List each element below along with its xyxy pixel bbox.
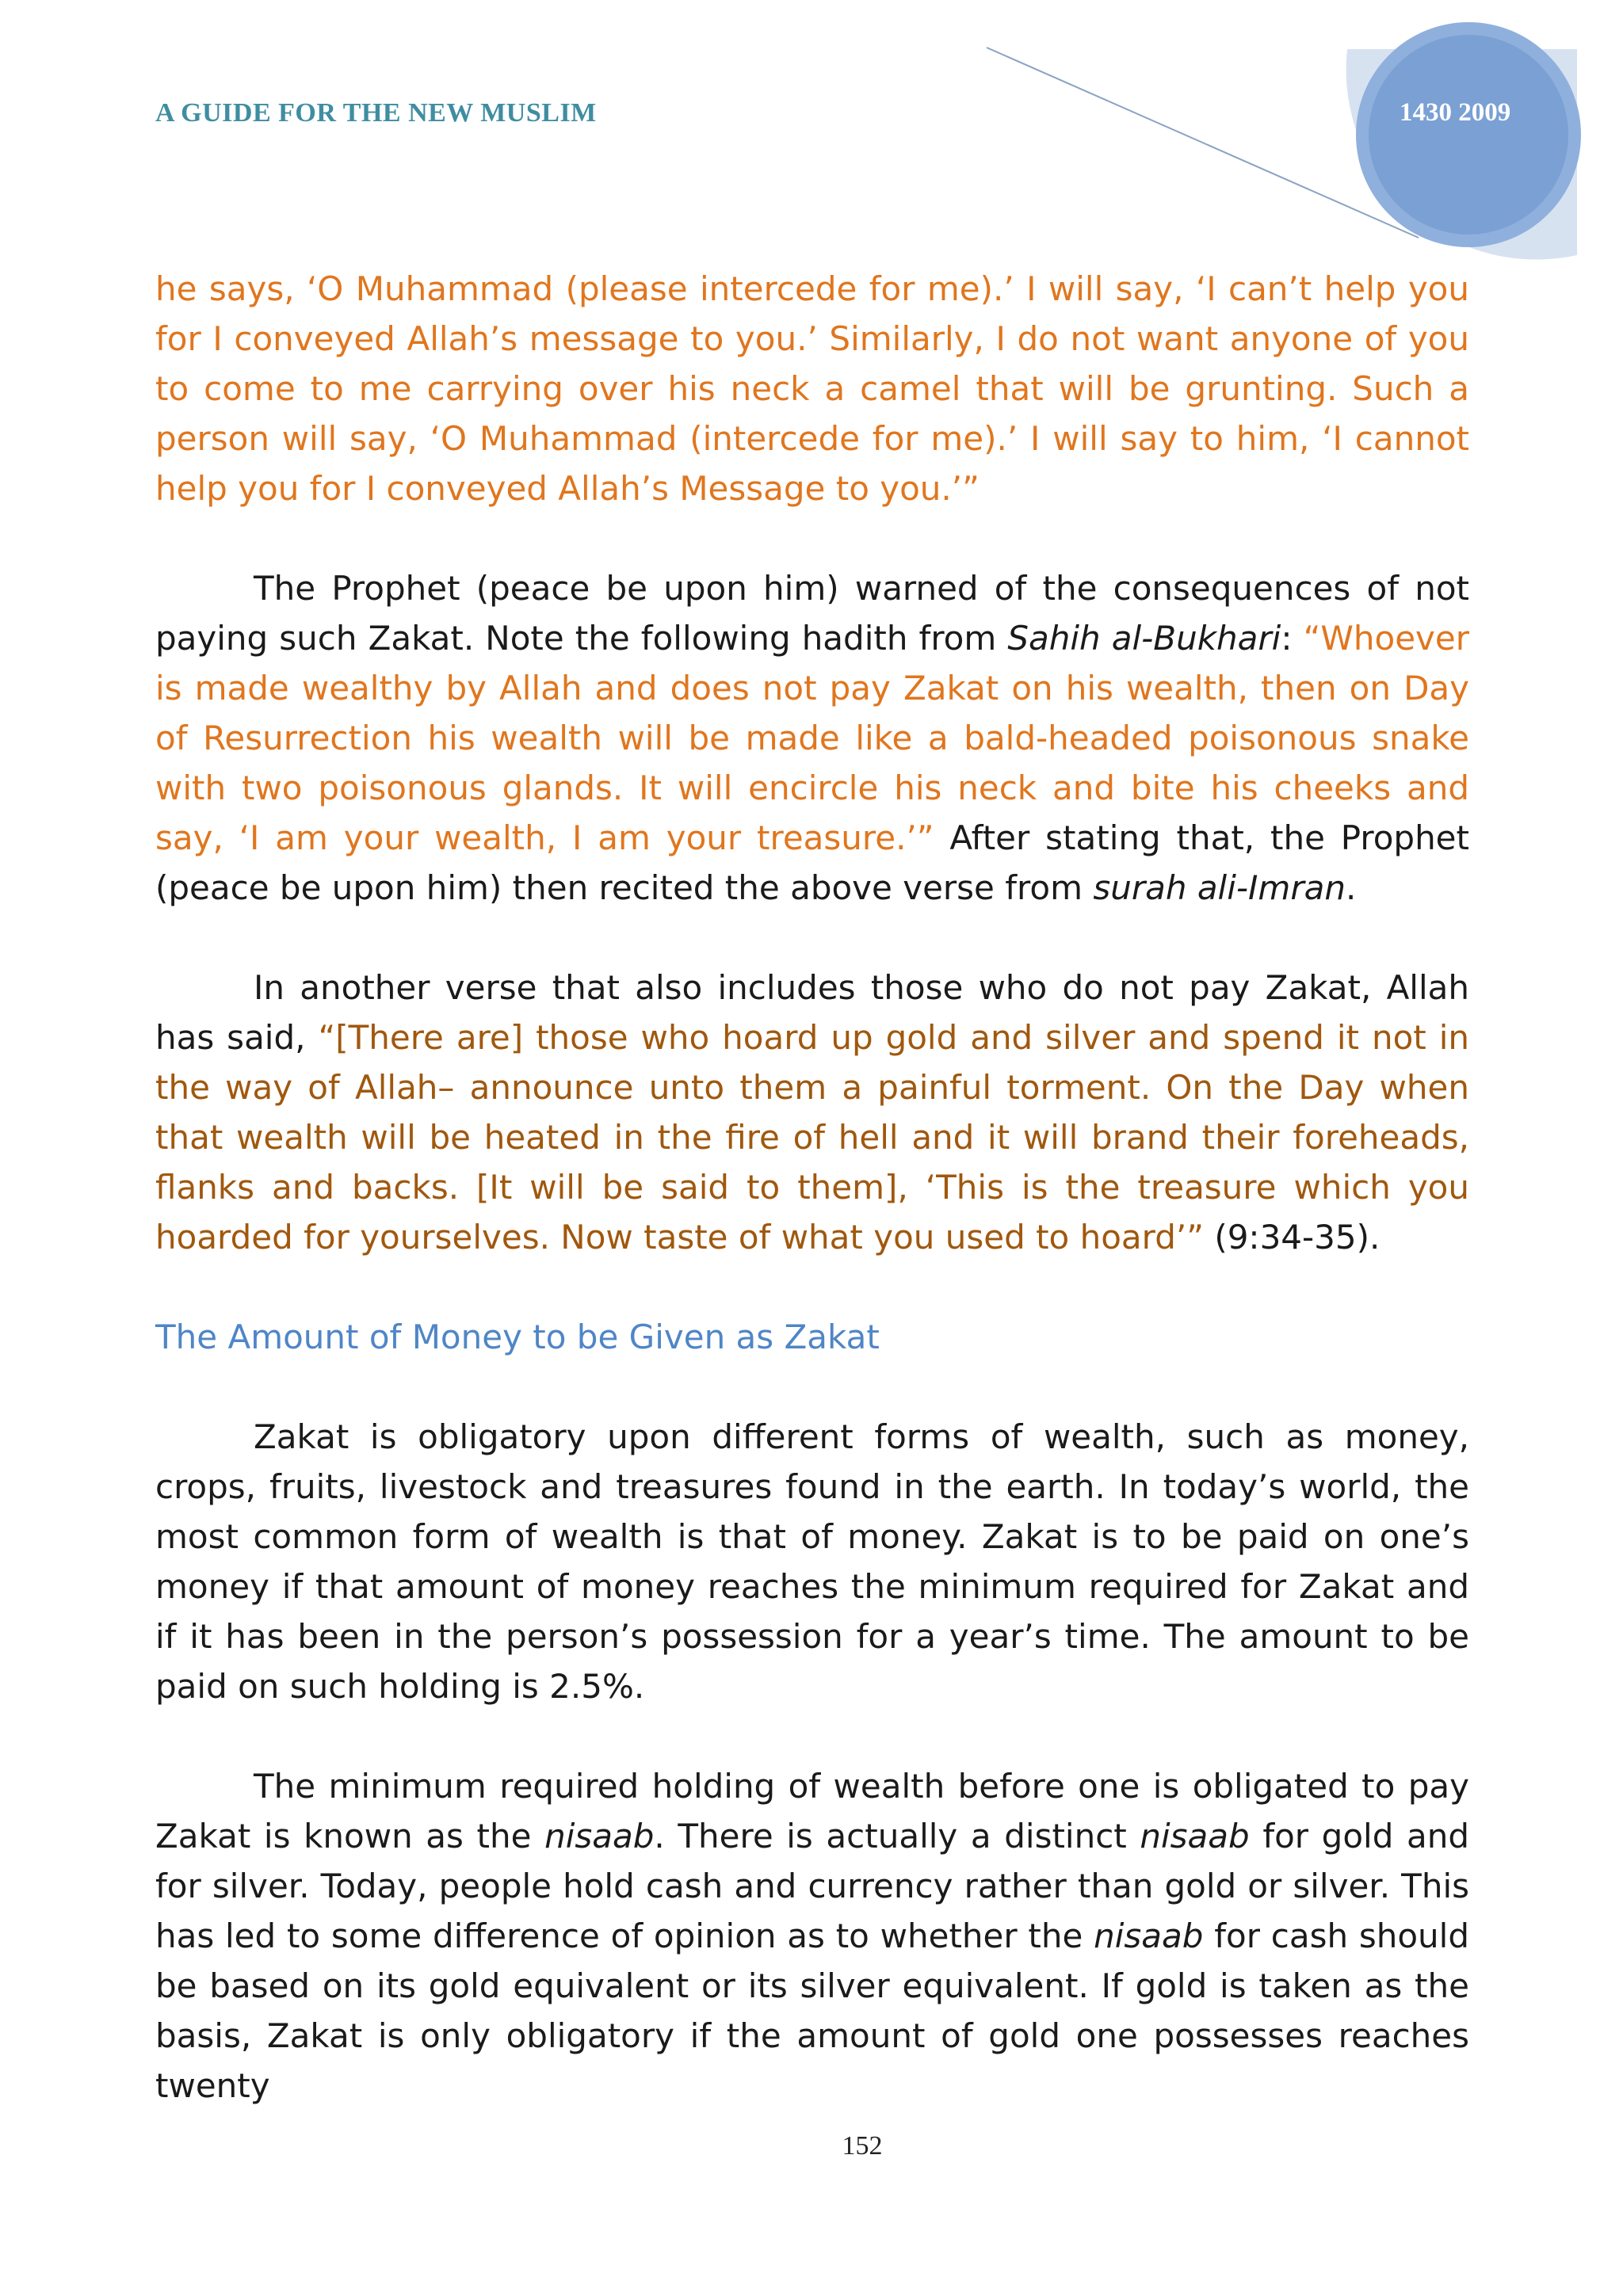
term-nisaab: nisaab — [1140, 1817, 1250, 1855]
paragraph-zakat-amount: Zakat is obligatory upon different forms of wealth, such as money, crops, fruits, livestock and treasures found in the earth. In today’s world, the most common form of wealth is that of money. Zakat is to be paid on one’s money if that amount of money reaches the minimum required for Zakat and if it has been in the person’s possession for a year’s time. The amount to be paid on such holding is 2.5%. — [155, 1417, 1469, 1706]
section-heading: The Amount of Money to be Given as Zakat — [155, 1318, 880, 1356]
paragraph-text: The Prophet (peace be upon him) warned of the consequences of not paying such Zakat. Note the following hadith from — [155, 569, 1469, 658]
paragraph-text: . — [1345, 868, 1357, 907]
hadith-quote: “Whoever is made wealthy by Allah and does not pay Zakat on his wealth, then on Day of Resurrection his wealth will be made like a bald-headed poisonous snake with two poisonous glands. It will encircle his neck and bite his cheeks and say, ‘I am your wealth, I am your treasure.’” — [155, 619, 1469, 857]
header-title: A GUIDE FOR THE NEW MUSLIM — [155, 98, 597, 128]
paragraph-text: In another verse that also includes those who do not pay Zakat, Allah has said, — [155, 968, 1469, 1057]
header-year: 1430 2009 — [1400, 98, 1511, 127]
header-inner-circle — [1369, 35, 1568, 235]
paragraph-nisaab — [155, 1761, 1469, 2111]
page-number: 152 — [842, 2131, 883, 2161]
term-nisaab: nisaab — [1094, 1917, 1204, 1955]
source-title: Sahih al-Bukhari — [1007, 619, 1281, 658]
page-body — [155, 264, 1469, 2111]
paragraph-hadith-quote: he says, ‘O Muhammad (please intercede for me).’ I will say, ‘I can’t help you for I conveyed Allah’s message to you.’ Similarly, I do not want anyone of you to come to me carrying over his neck a camel that will be grunting. Such a person will say, ‘O Muhammad (intercede for me).’ I will say to him, ‘I cannot help you for I conveyed Allah’s Message to you.’” — [155, 269, 1469, 508]
paragraph-text: After stating that, the Prophet (peace be upon him) then recited the above verse from — [155, 818, 1469, 907]
paragraph-zakat-warning — [155, 563, 1469, 913]
paragraph-text: The minimum required holding of wealth before one is obligated to pay Zakat is known as the — [155, 1767, 1469, 1855]
paragraph-hoard-verse — [155, 963, 1469, 1262]
surah-name: surah ali-Imran — [1093, 868, 1346, 907]
term-nisaab: nisaab — [544, 1817, 655, 1855]
paragraph-text: for gold and for silver. Today, people hold cash and currency rather than gold or silver. This has led to some difference of opinion as to whether the — [155, 1817, 1469, 1955]
paragraph-text: for cash should be based on its gold equivalent or its silver equivalent. If gold is taken as the basis, Zakat is only obligatory if the amount of gold one possesses reaches twenty — [155, 1917, 1469, 2105]
header-decoration — [0, 0, 1623, 269]
verse-reference: (9:34-35). — [1203, 1218, 1381, 1257]
paragraph-text: . There is actually a distinct — [654, 1817, 1140, 1855]
paragraph-text: : — [1281, 619, 1304, 658]
quran-verse-quote: “[There are] those who hoard up gold and silver and spend it not in the way of Allah– announce unto them a painful torment. On the Day when that wealth will be heated in the fire of hell and it will brand their foreheads, flanks and backs. [It will be said to them], ‘This is the treasure which you hoarded for yourselves. Now taste of what you used to hoard’” — [155, 1018, 1469, 1257]
